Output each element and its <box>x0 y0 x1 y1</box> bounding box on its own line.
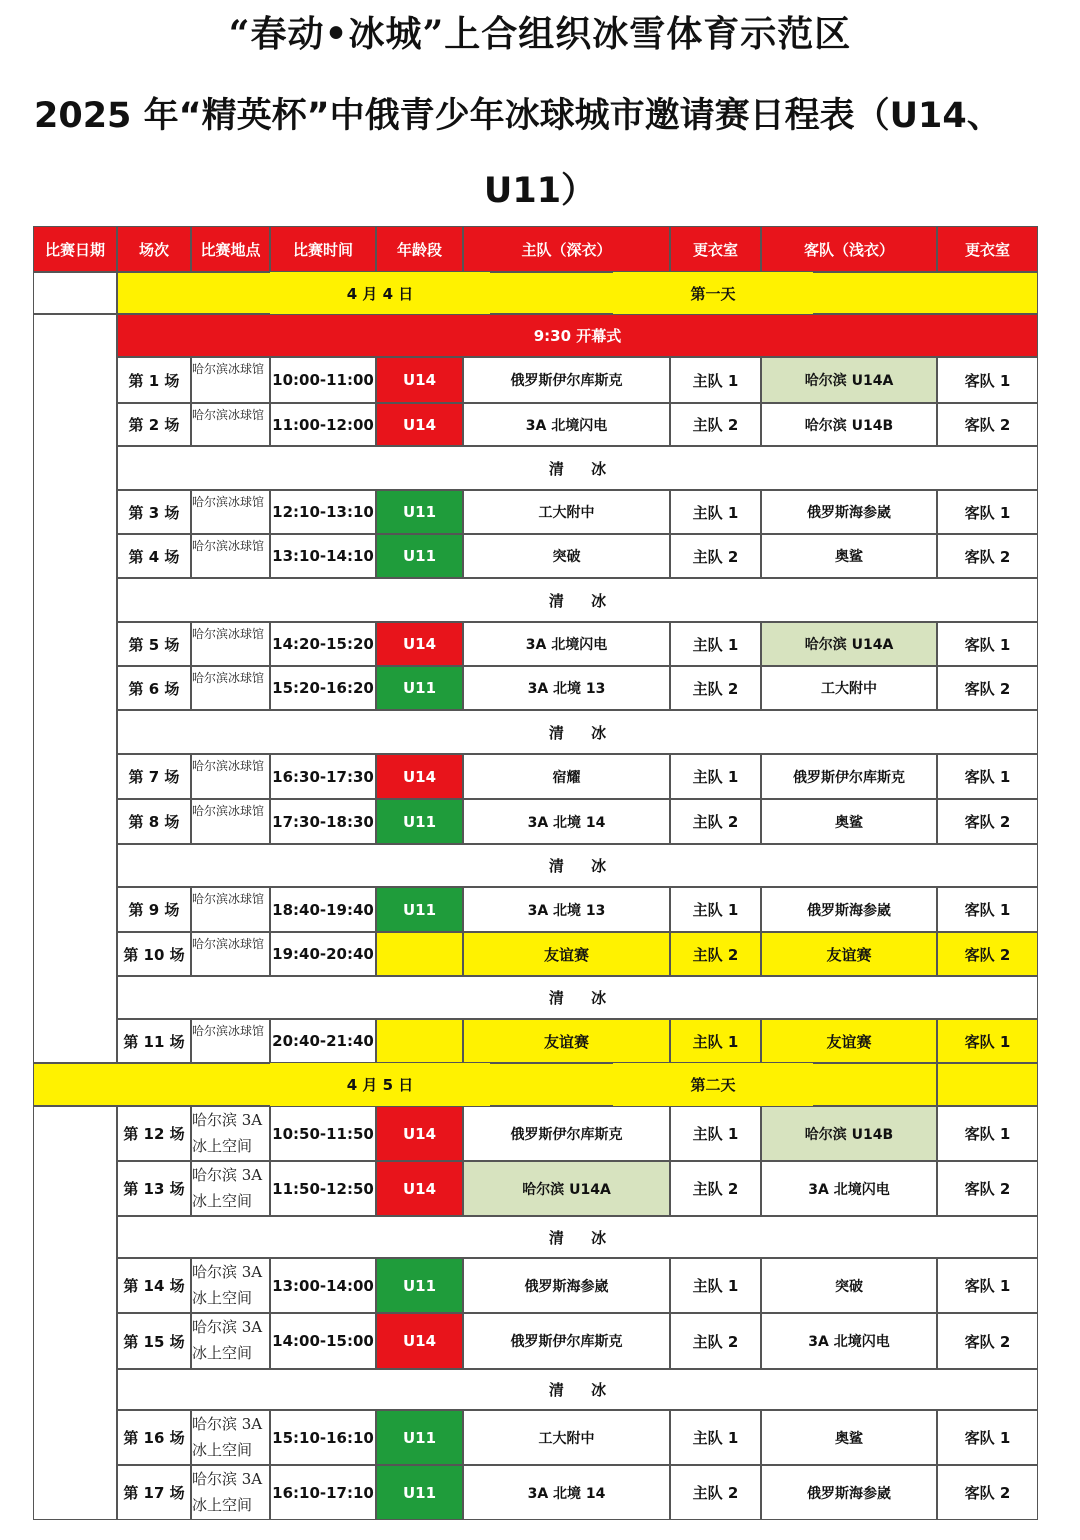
game-time: 20:40-21:40 <box>270 1019 376 1063</box>
home-team: 工大附中 <box>463 1410 670 1465</box>
venue-cell: 哈尔滨冰球馆 <box>191 357 270 403</box>
home-locker-room: 主队 1 <box>670 1106 761 1161</box>
ice-cleaning-row: 清 冰 <box>117 446 1038 490</box>
age-group-badge: U14 <box>376 1161 463 1216</box>
venue-cell: 哈尔滨冰球馆 <box>191 666 270 710</box>
game-number: 第 17 场 <box>117 1465 191 1520</box>
venue-cell: 哈尔滨冰球馆 <box>191 490 270 534</box>
game-number: 第 3 场 <box>117 490 191 534</box>
age-group-badge: U14 <box>376 1106 463 1161</box>
age-group-badge: U14 <box>376 357 463 403</box>
age-group-badge: U14 <box>376 403 463 446</box>
away-locker-room: 客队 1 <box>937 1258 1038 1313</box>
schedule-table <box>33 226 1038 1516</box>
game-time: 18:40-19:40 <box>270 887 376 932</box>
age-group-badge: U14 <box>376 622 463 666</box>
age-group-badge: U11 <box>376 1465 463 1520</box>
home-locker-room: 主队 2 <box>670 1161 761 1216</box>
age-group-badge: U14 <box>376 1313 463 1369</box>
age-group-badge: U11 <box>376 799 463 844</box>
column-header: 更衣室 <box>937 226 1038 272</box>
away-locker-room: 客队 2 <box>937 534 1038 578</box>
game-time: 14:00-15:00 <box>270 1313 376 1369</box>
age-group-badge: U11 <box>376 1410 463 1465</box>
away-locker-room: 客队 1 <box>937 1410 1038 1465</box>
home-locker-room: 主队 2 <box>670 403 761 446</box>
ice-cleaning-row: 清 冰 <box>117 1369 1038 1410</box>
game-time: 10:00-11:00 <box>270 357 376 403</box>
away-team: 3A 北境闪电 <box>761 1161 937 1216</box>
home-team: 友谊赛 <box>463 932 670 976</box>
venue-cell: 哈尔滨冰球馆 <box>191 754 270 799</box>
game-number: 第 1 场 <box>117 357 191 403</box>
title-line-3: U11） <box>483 171 597 211</box>
away-locker-room: 客队 2 <box>937 1313 1038 1369</box>
venue-cell: 哈尔滨冰球馆 <box>191 799 270 844</box>
home-team: 俄罗斯海参崴 <box>463 1258 670 1313</box>
game-number: 第 8 场 <box>117 799 191 844</box>
away-team: 俄罗斯海参崴 <box>761 887 937 932</box>
away-team: 哈尔滨 U14A <box>761 357 937 403</box>
age-group-badge: U11 <box>376 666 463 710</box>
away-locker-room: 客队 2 <box>937 1465 1038 1520</box>
game-time: 17:30-18:30 <box>270 799 376 844</box>
game-time: 15:10-16:10 <box>270 1410 376 1465</box>
home-locker-room: 主队 2 <box>670 666 761 710</box>
away-team: 突破 <box>761 1258 937 1313</box>
home-team: 宿耀 <box>463 754 670 799</box>
away-team: 俄罗斯伊尔库斯克 <box>761 754 937 799</box>
venue-cell: 哈尔滨冰球馆 <box>191 887 270 932</box>
away-team: 俄罗斯海参崴 <box>761 1465 937 1520</box>
venue-cell: 哈尔滨 3A 冰上空间 <box>191 1106 270 1161</box>
game-time: 16:30-17:30 <box>270 754 376 799</box>
away-locker-room: 客队 1 <box>937 1106 1038 1161</box>
venue-cell: 哈尔滨 3A 冰上空间 <box>191 1465 270 1520</box>
away-team: 奥鲨 <box>761 799 937 844</box>
home-locker-room: 主队 1 <box>670 1410 761 1465</box>
age-group-badge: U11 <box>376 534 463 578</box>
away-team: 3A 北境闪电 <box>761 1313 937 1369</box>
home-locker-room: 主队 1 <box>670 622 761 666</box>
venue-cell: 哈尔滨 3A 冰上空间 <box>191 1161 270 1216</box>
home-team: 3A 北境闪电 <box>463 622 670 666</box>
day-date: 4 月 5 日 <box>270 1063 490 1106</box>
home-locker-room: 主队 2 <box>670 1465 761 1520</box>
game-time: 11:00-12:00 <box>270 403 376 446</box>
title-line-2: 2025 年“精英杯”中俄青少年冰球城市邀请赛日程表（U14、 <box>34 96 1002 136</box>
column-header: 比赛日期 <box>33 226 117 272</box>
home-locker-room: 主队 1 <box>670 1258 761 1313</box>
game-number: 第 13 场 <box>117 1161 191 1216</box>
away-locker-room: 客队 1 <box>937 1019 1038 1063</box>
venue-cell: 哈尔滨 3A 冰上空间 <box>191 1410 270 1465</box>
away-locker-room: 客队 1 <box>937 490 1038 534</box>
age-group-badge: U14 <box>376 754 463 799</box>
game-number: 第 6 场 <box>117 666 191 710</box>
day-date: 4 月 4 日 <box>270 272 490 314</box>
game-number: 第 15 场 <box>117 1313 191 1369</box>
ice-cleaning-row: 清 冰 <box>117 844 1038 887</box>
away-locker-room: 客队 2 <box>937 666 1038 710</box>
venue-cell: 哈尔滨冰球馆 <box>191 403 270 446</box>
away-locker-room: 客队 1 <box>937 887 1038 932</box>
venue-cell: 哈尔滨 3A 冰上空间 <box>191 1313 270 1369</box>
column-header: 客队（浅衣） <box>761 226 937 272</box>
age-group-badge <box>376 932 463 976</box>
ice-cleaning-row: 清 冰 <box>117 976 1038 1019</box>
column-header: 更衣室 <box>670 226 761 272</box>
home-team: 突破 <box>463 534 670 578</box>
home-locker-room: 主队 2 <box>670 1313 761 1369</box>
game-number: 第 14 场 <box>117 1258 191 1313</box>
home-team: 哈尔滨 U14A <box>463 1161 670 1216</box>
column-header: 比赛时间 <box>270 226 376 272</box>
game-number: 第 11 场 <box>117 1019 191 1063</box>
age-group-badge: U11 <box>376 1258 463 1313</box>
age-group-badge: U11 <box>376 490 463 534</box>
date-cell <box>33 272 117 314</box>
home-team: 3A 北境 13 <box>463 666 670 710</box>
home-locker-room: 主队 1 <box>670 1019 761 1063</box>
game-number: 第 16 场 <box>117 1410 191 1465</box>
home-locker-room: 主队 1 <box>670 887 761 932</box>
game-time: 19:40-20:40 <box>270 932 376 976</box>
game-time: 14:20-15:20 <box>270 622 376 666</box>
away-locker-room: 客队 2 <box>937 799 1038 844</box>
away-team: 哈尔滨 U14A <box>761 622 937 666</box>
home-team: 俄罗斯伊尔库斯克 <box>463 1106 670 1161</box>
home-team: 3A 北境闪电 <box>463 403 670 446</box>
venue-cell: 哈尔滨冰球馆 <box>191 534 270 578</box>
game-number: 第 5 场 <box>117 622 191 666</box>
game-number: 第 12 场 <box>117 1106 191 1161</box>
title-line-1: “春动•冰城”上合组织冰雪体育示范区 <box>228 13 852 55</box>
away-locker-room: 客队 1 <box>937 754 1038 799</box>
ice-cleaning-row: 清 冰 <box>117 1216 1038 1258</box>
game-number: 第 2 场 <box>117 403 191 446</box>
opening-ceremony-row: 9:30 开幕式 <box>117 314 1038 357</box>
column-header: 主队（深衣） <box>463 226 670 272</box>
away-team: 奥鲨 <box>761 1410 937 1465</box>
column-header: 年龄段 <box>376 226 463 272</box>
home-team: 俄罗斯伊尔库斯克 <box>463 1313 670 1369</box>
age-group-badge: U11 <box>376 887 463 932</box>
away-locker-room: 客队 2 <box>937 932 1038 976</box>
away-locker-room: 客队 2 <box>937 403 1038 446</box>
game-time: 12:10-13:10 <box>270 490 376 534</box>
game-time: 10:50-11:50 <box>270 1106 376 1161</box>
column-header: 比赛地点 <box>191 226 270 272</box>
home-team: 友谊赛 <box>463 1019 670 1063</box>
away-locker-room: 客队 1 <box>937 357 1038 403</box>
day-row-1 <box>117 272 1038 314</box>
game-number: 第 4 场 <box>117 534 191 578</box>
home-locker-room: 主队 1 <box>670 754 761 799</box>
date-column-block <box>33 1106 117 1520</box>
day-label: 第一天 <box>613 272 813 314</box>
ice-cleaning-row: 清 冰 <box>117 578 1038 622</box>
away-locker-room: 客队 2 <box>937 1161 1038 1216</box>
game-time: 11:50-12:50 <box>270 1161 376 1216</box>
game-time: 13:10-14:10 <box>270 534 376 578</box>
away-team: 友谊赛 <box>761 932 937 976</box>
home-team: 俄罗斯伊尔库斯克 <box>463 357 670 403</box>
away-team: 哈尔滨 U14B <box>761 1106 937 1161</box>
home-locker-room: 主队 2 <box>670 534 761 578</box>
home-team: 3A 北境 13 <box>463 887 670 932</box>
game-number: 第 7 场 <box>117 754 191 799</box>
away-team: 俄罗斯海参崴 <box>761 490 937 534</box>
game-time: 15:20-16:20 <box>270 666 376 710</box>
home-locker-room: 主队 1 <box>670 357 761 403</box>
away-team: 哈尔滨 U14B <box>761 403 937 446</box>
day-row-2-end <box>937 1063 1038 1106</box>
ice-cleaning-row: 清 冰 <box>117 710 1038 754</box>
home-team: 3A 北境 14 <box>463 799 670 844</box>
venue-cell: 哈尔滨冰球馆 <box>191 932 270 976</box>
age-group-badge <box>376 1019 463 1063</box>
home-team: 3A 北境 14 <box>463 1465 670 1520</box>
venue-cell: 哈尔滨冰球馆 <box>191 1019 270 1063</box>
away-team: 工大附中 <box>761 666 937 710</box>
away-team: 奥鲨 <box>761 534 937 578</box>
home-locker-room: 主队 2 <box>670 932 761 976</box>
away-team: 友谊赛 <box>761 1019 937 1063</box>
away-locker-room: 客队 1 <box>937 622 1038 666</box>
game-time: 16:10-17:10 <box>270 1465 376 1520</box>
game-number: 第 9 场 <box>117 887 191 932</box>
home-team: 工大附中 <box>463 490 670 534</box>
home-locker-room: 主队 1 <box>670 490 761 534</box>
date-column-block <box>33 314 117 1063</box>
venue-cell: 哈尔滨 3A 冰上空间 <box>191 1258 270 1313</box>
venue-cell: 哈尔滨冰球馆 <box>191 622 270 666</box>
home-locker-room: 主队 2 <box>670 799 761 844</box>
column-header: 场次 <box>117 226 191 272</box>
day-label: 第二天 <box>613 1063 813 1106</box>
game-number: 第 10 场 <box>117 932 191 976</box>
game-time: 13:00-14:00 <box>270 1258 376 1313</box>
